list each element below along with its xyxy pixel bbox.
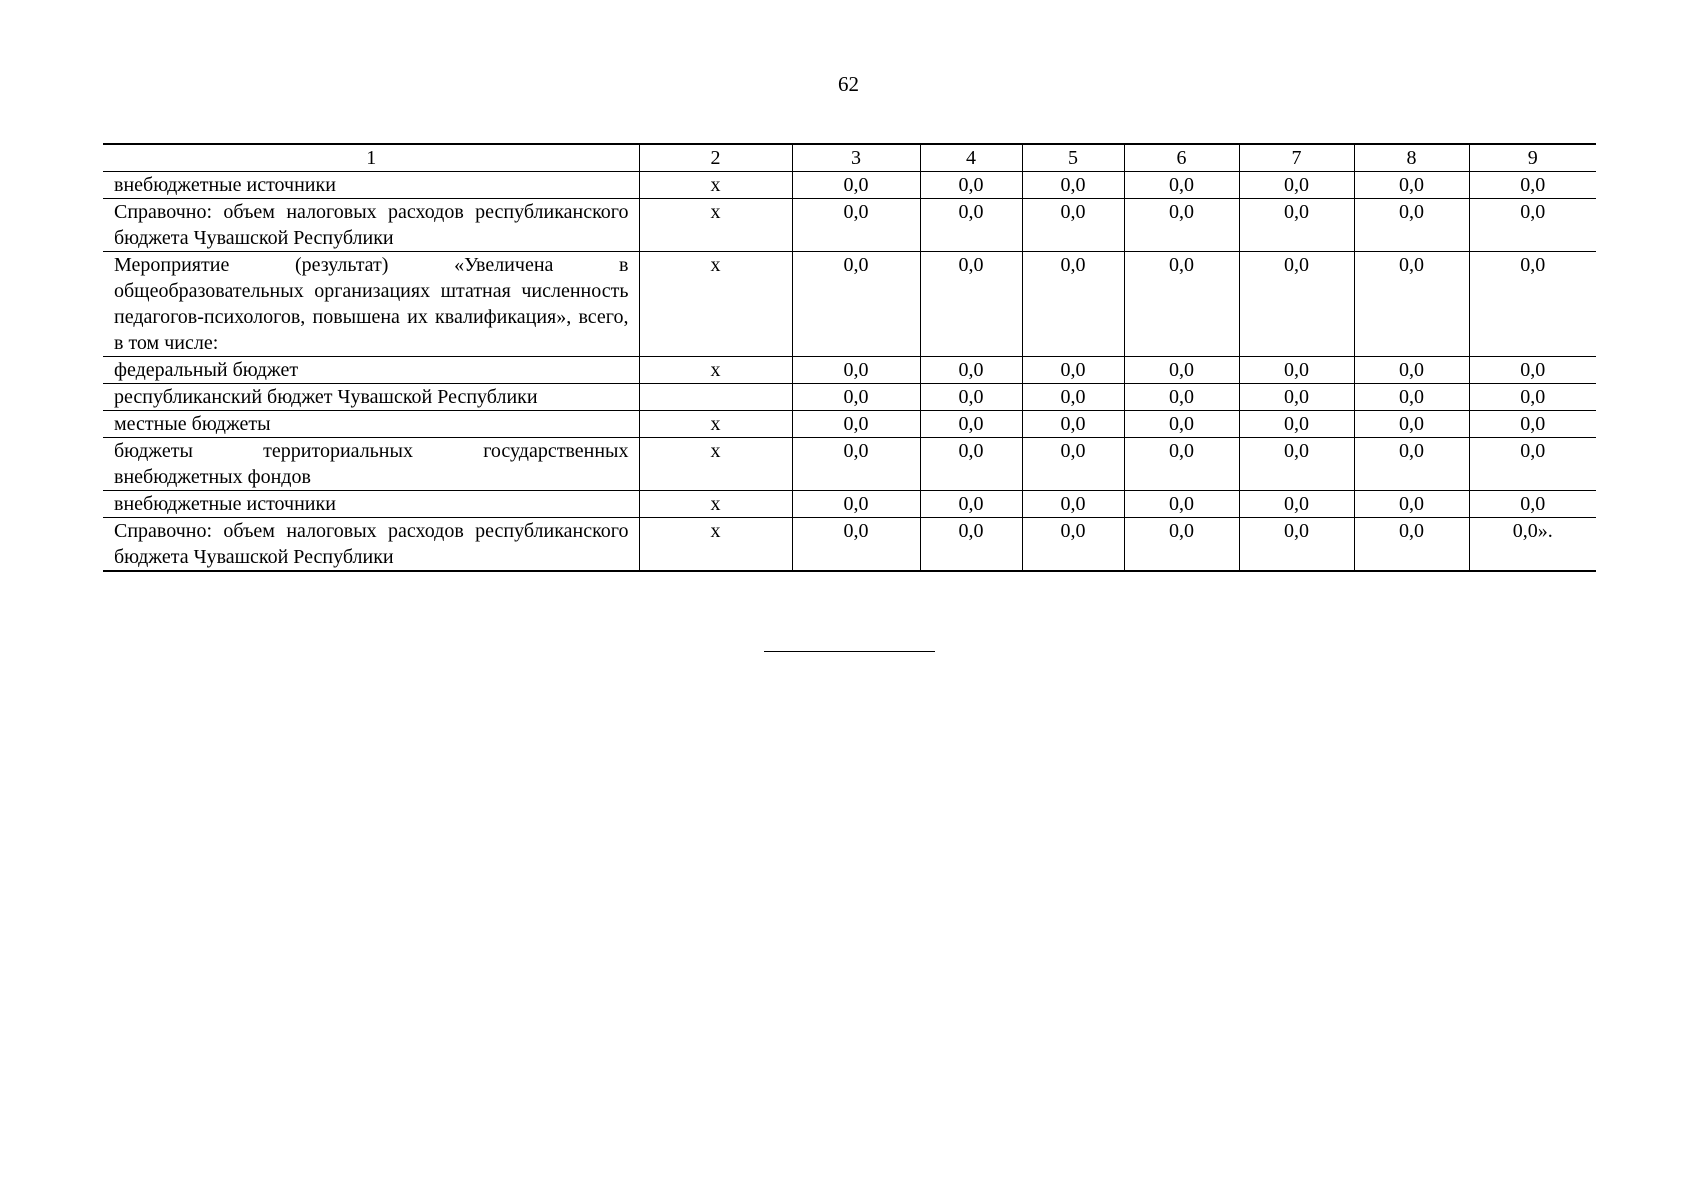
row-marker-cell: x — [639, 357, 792, 384]
value-cell: 0,0 — [792, 491, 920, 518]
header-cell: 6 — [1124, 144, 1239, 172]
table-row — [103, 357, 1596, 384]
table-row — [103, 384, 1596, 411]
header-cell: 1 — [103, 144, 639, 172]
value-cell: 0,0 — [792, 438, 920, 491]
table-header-row — [103, 144, 1596, 172]
header-cell: 5 — [1022, 144, 1124, 172]
value-cell: 0,0 — [1124, 491, 1239, 518]
row-marker-cell: x — [639, 518, 792, 572]
table-row — [103, 172, 1596, 199]
value-cell: 0,0 — [1239, 384, 1354, 411]
value-cell: 0,0 — [920, 172, 1022, 199]
value-cell: 0,0 — [1469, 491, 1596, 518]
value-cell: 0,0 — [1239, 172, 1354, 199]
budget-table — [103, 143, 1596, 572]
value-cell: 0,0 — [920, 491, 1022, 518]
value-cell: 0,0 — [1354, 199, 1469, 252]
footer-divider — [764, 651, 935, 652]
value-cell: 0,0 — [1022, 357, 1124, 384]
row-label: Справочно: объем налоговых расходов республиканского бюджета Чувашской Республики — [103, 518, 639, 572]
header-cell: 9 — [1469, 144, 1596, 172]
value-cell: 0,0 — [1124, 518, 1239, 572]
value-cell: 0,0 — [1469, 199, 1596, 252]
table-row — [103, 252, 1596, 357]
value-cell: 0,0 — [1124, 438, 1239, 491]
value-cell: 0,0 — [920, 438, 1022, 491]
row-label: республиканский бюджет Чувашской Республики — [103, 384, 639, 411]
value-cell: 0,0 — [1354, 411, 1469, 438]
value-cell: 0,0 — [1469, 252, 1596, 357]
value-cell: 0,0 — [920, 411, 1022, 438]
value-cell: 0,0 — [1239, 357, 1354, 384]
value-cell: 0,0 — [920, 199, 1022, 252]
header-cell: 8 — [1354, 144, 1469, 172]
row-marker-cell: x — [639, 411, 792, 438]
value-cell: 0,0 — [1124, 384, 1239, 411]
value-cell: 0,0 — [1354, 491, 1469, 518]
row-label: бюджеты территориальных государственных внебюджетных фондов — [103, 438, 639, 491]
value-cell: 0,0 — [1469, 411, 1596, 438]
value-cell: 0,0 — [1022, 252, 1124, 357]
row-marker-cell: x — [639, 172, 792, 199]
table-row — [103, 491, 1596, 518]
table-row — [103, 411, 1596, 438]
value-cell: 0,0 — [1354, 518, 1469, 572]
header-cell: 3 — [792, 144, 920, 172]
value-cell: 0,0 — [1469, 357, 1596, 384]
table-row — [103, 199, 1596, 252]
row-label: Справочно: объем налоговых расходов республиканского бюджета Чувашской Республики — [103, 199, 639, 252]
value-cell: 0,0 — [1124, 199, 1239, 252]
row-label: Мероприятие (результат) «Увеличена в общеобразовательных организациях штатная численность педагогов-психологов, повышена их квалификация», всего, в том числе: — [103, 252, 639, 357]
row-label: местные бюджеты — [103, 411, 639, 438]
value-cell: 0,0 — [792, 411, 920, 438]
value-cell: 0,0 — [1239, 518, 1354, 572]
row-marker-cell: x — [639, 199, 792, 252]
value-cell: 0,0 — [920, 357, 1022, 384]
value-cell: 0,0 — [1239, 199, 1354, 252]
value-cell: 0,0 — [1124, 411, 1239, 438]
row-label: внебюджетные источники — [103, 491, 639, 518]
row-marker-cell: x — [639, 491, 792, 518]
value-cell: 0,0 — [1022, 438, 1124, 491]
value-cell: 0,0 — [1354, 357, 1469, 384]
value-cell: 0,0 — [792, 518, 920, 572]
value-cell: 0,0 — [1022, 411, 1124, 438]
header-cell: 7 — [1239, 144, 1354, 172]
value-cell: 0,0 — [1124, 357, 1239, 384]
table-row — [103, 438, 1596, 491]
value-cell: 0,0 — [792, 252, 920, 357]
value-cell: 0,0 — [792, 199, 920, 252]
table-body — [103, 144, 1596, 571]
value-cell: 0,0 — [1022, 518, 1124, 572]
value-cell: 0,0 — [1239, 438, 1354, 491]
value-cell: 0,0 — [1022, 491, 1124, 518]
value-cell: 0,0 — [1469, 172, 1596, 199]
value-cell: 0,0 — [1239, 252, 1354, 357]
value-cell: 0,0 — [920, 384, 1022, 411]
value-cell: 0,0 — [792, 384, 920, 411]
value-cell: 0,0 — [1354, 384, 1469, 411]
value-cell: 0,0 — [792, 357, 920, 384]
value-cell: 0,0 — [1354, 252, 1469, 357]
value-cell: 0,0 — [1469, 384, 1596, 411]
value-cell: 0,0 — [1022, 199, 1124, 252]
value-cell: 0,0 — [1354, 172, 1469, 199]
row-label: федеральный бюджет — [103, 357, 639, 384]
value-cell: 0,0 — [920, 518, 1022, 572]
value-cell: 0,0 — [920, 252, 1022, 357]
header-cell: 4 — [920, 144, 1022, 172]
value-cell: 0,0 — [792, 172, 920, 199]
value-cell: 0,0 — [1354, 438, 1469, 491]
header-cell: 2 — [639, 144, 792, 172]
page-number: 62 — [838, 72, 859, 96]
row-marker-cell: x — [639, 252, 792, 357]
row-label: внебюджетные источники — [103, 172, 639, 199]
row-marker-cell — [639, 384, 792, 411]
value-cell: 0,0 — [1469, 438, 1596, 491]
value-cell: 0,0». — [1469, 518, 1596, 572]
row-marker-cell: x — [639, 438, 792, 491]
value-cell: 0,0 — [1124, 172, 1239, 199]
value-cell: 0,0 — [1022, 172, 1124, 199]
value-cell: 0,0 — [1124, 252, 1239, 357]
value-cell: 0,0 — [1239, 411, 1354, 438]
value-cell: 0,0 — [1239, 491, 1354, 518]
value-cell: 0,0 — [1022, 384, 1124, 411]
table-row — [103, 518, 1596, 572]
